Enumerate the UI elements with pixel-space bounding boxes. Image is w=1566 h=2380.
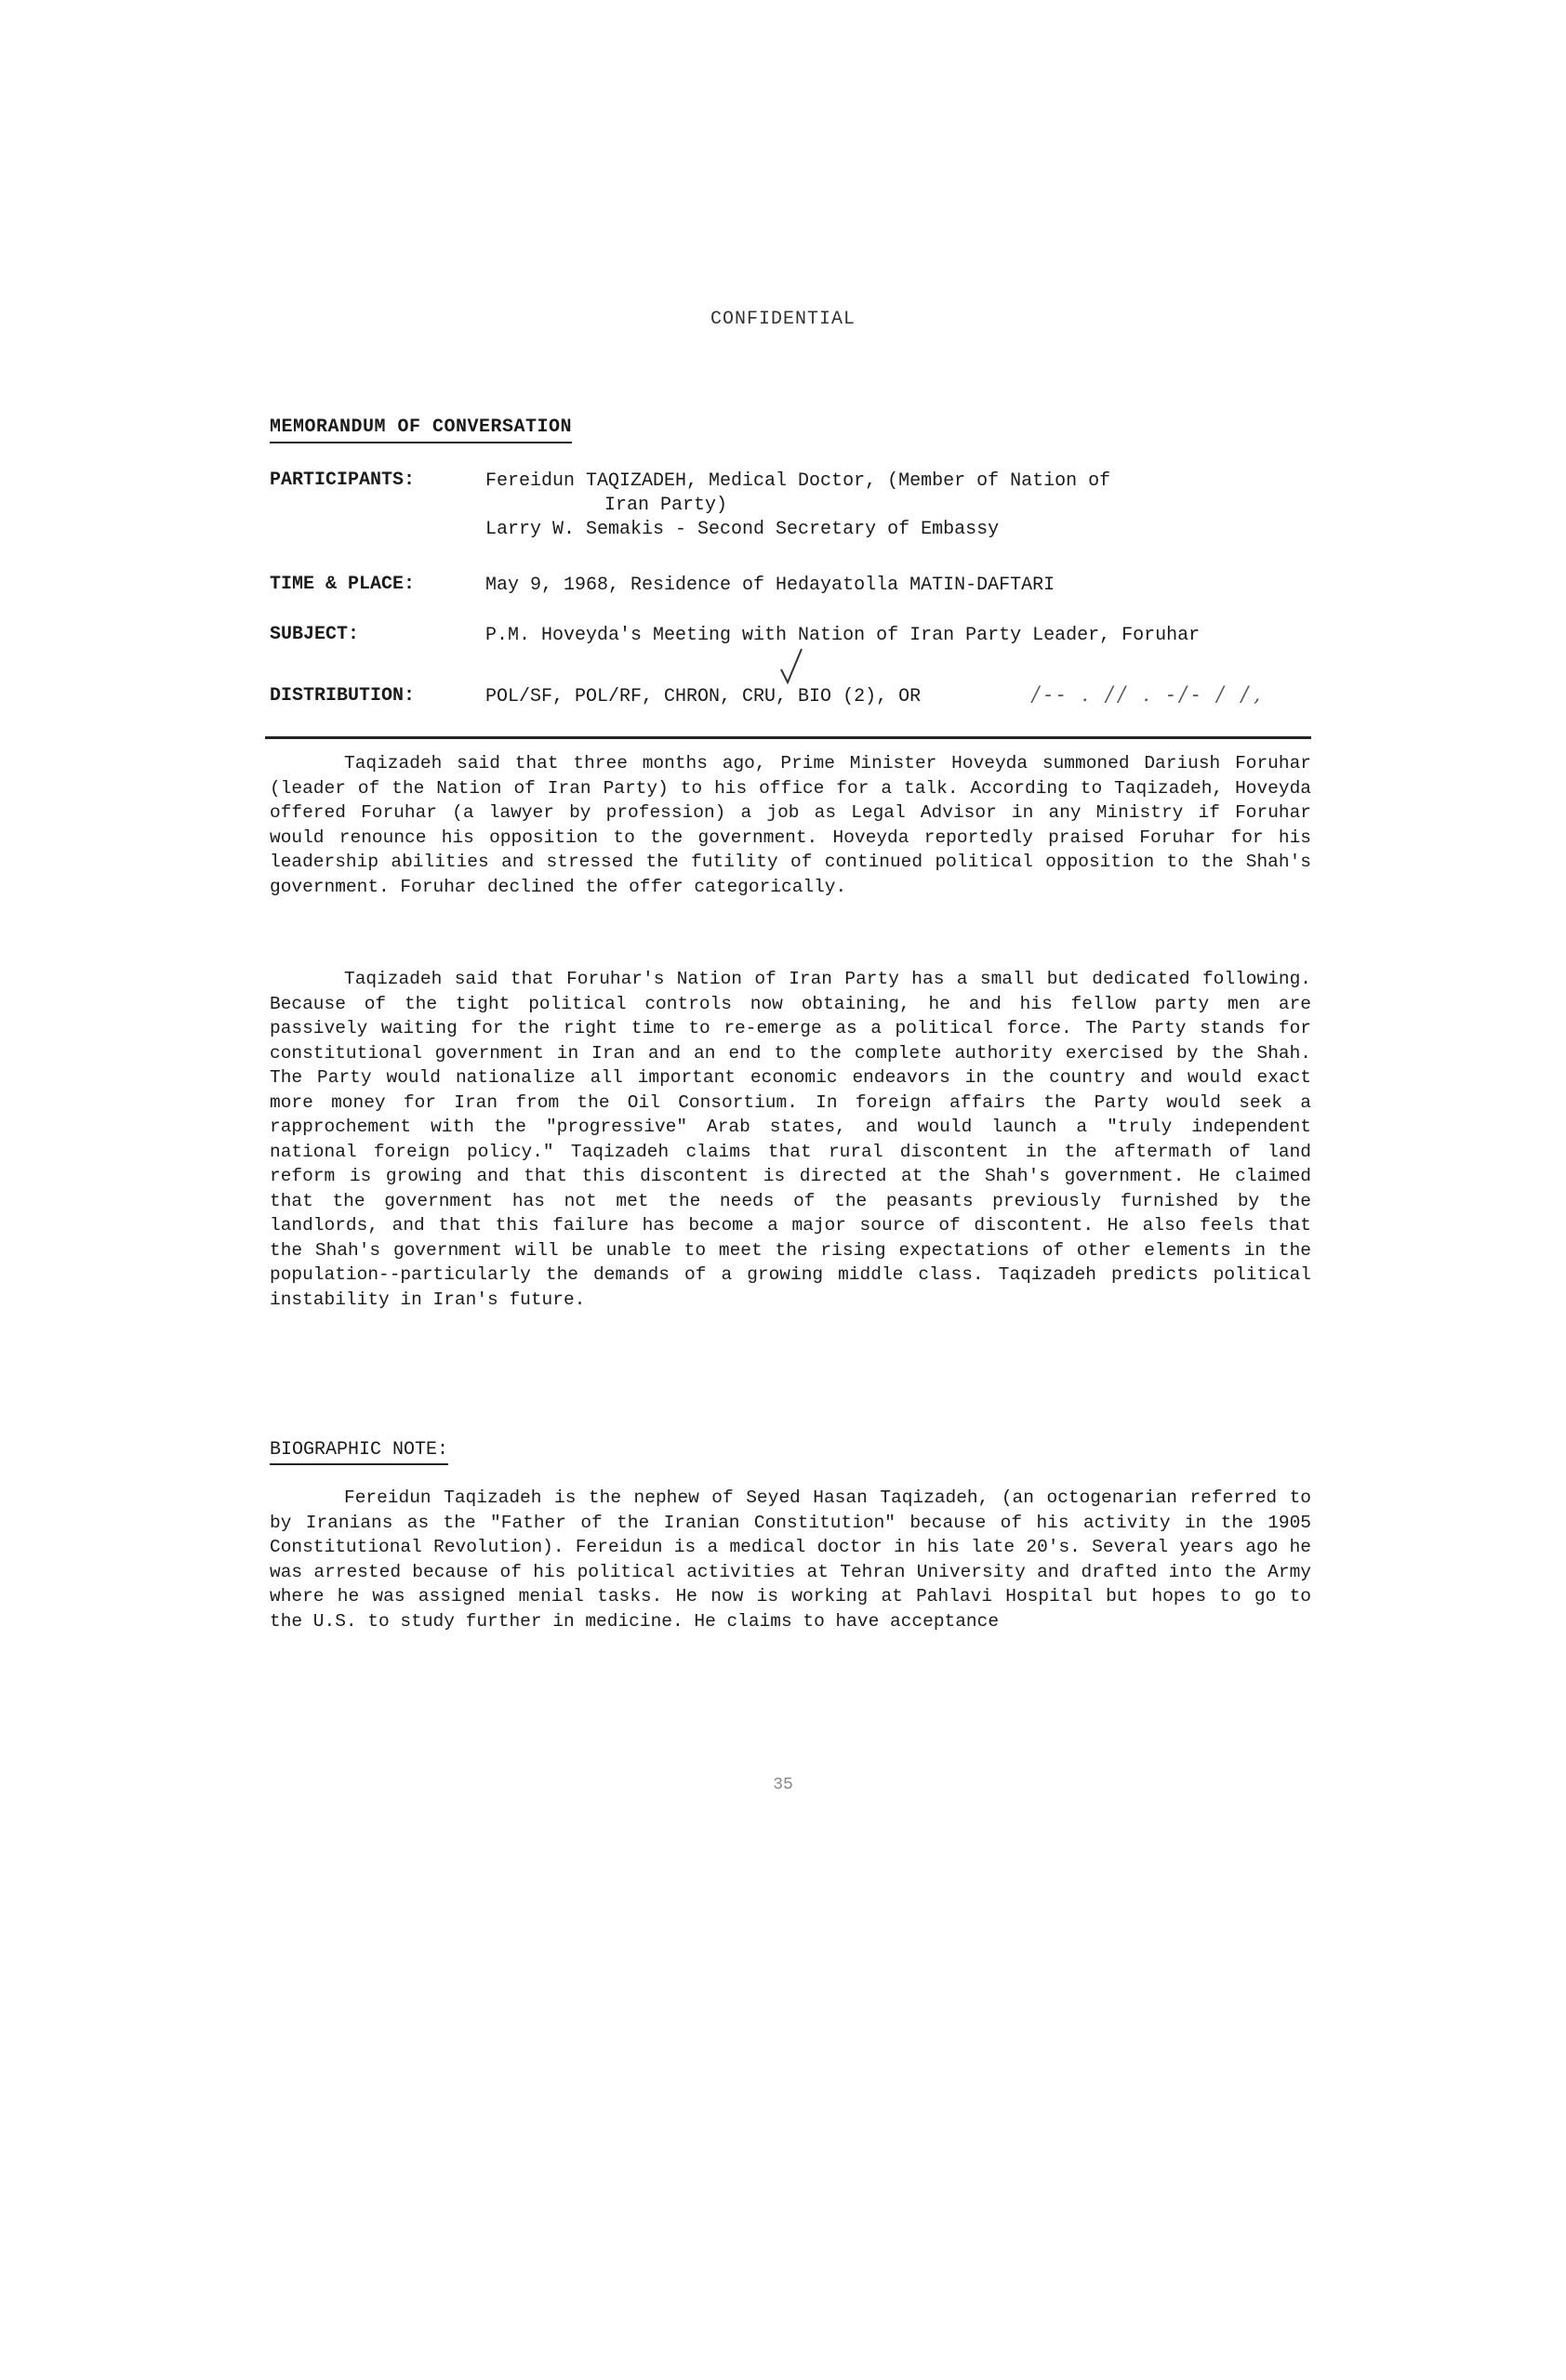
- time-place-label: TIME & PLACE:: [270, 574, 416, 595]
- participants-label: PARTICIPANTS:: [270, 469, 416, 491]
- participants-line-2: Iran Party): [604, 495, 728, 516]
- distribution-value: POL/SF, POL/RF, CHRON, CRU, BIO (2), OR: [485, 686, 922, 707]
- paragraph-hoveyda-offer: Taqizadeh said that three months ago, Prime Minister Hoveyda summoned Dariush Foruhar (leader of the Nation of Iran Party) to his office for a talk. According to Taqizadeh, Hoveyda offered Foruhar (a lawyer by profession) a job as Legal Advisor in any Ministry if Foruhar would renounce his opposition to the government. Hoveyda reportedly praised Foruhar for his leadership abilities and stressed the futility of continued political opposition to the Shah's government. Foruhar declined the offer categorically.: [270, 753, 1311, 897]
- participants-value: [485, 469, 1110, 542]
- header-divider: [265, 736, 1311, 739]
- handwritten-check-icon: [779, 647, 803, 684]
- distribution-label: DISTRIBUTION:: [270, 685, 416, 707]
- subject-value: P.M. Hoveyda's Meeting with Nation of Iran Party Leader, Foruhar: [485, 625, 1201, 646]
- paragraph-biographic-note: Fereidun Taqizadeh is the nephew of Seyed Hasan Taqizadeh, (an octogenarian referred to by Iranians as the "Father of the Iranian Constitution" because of his activity in the 1905 Constitutional Revolution). Fereidun is a medical doctor in his late 20's. Several years ago he was arrested because of his political activities at Tehran University and drafted into the Army where he was assigned menial tasks. He now is working at Pahlavi Hospital but hopes to go to the U.S. to study further in medicine. He claims to have acceptance: [270, 1488, 1311, 1632]
- handwritten-annotation: /-- . // . -/- / /,: [1032, 683, 1267, 707]
- memo-title: MEMORANDUM OF CONVERSATION: [270, 416, 572, 443]
- page-number: 35: [773, 1776, 793, 1794]
- subject-label: SUBJECT:: [270, 624, 360, 645]
- participants-line-1: Fereidun TAQIZADEH, Medical Doctor, (Member of Nation of: [485, 470, 1111, 492]
- classification-marking: CONFIDENTIAL: [710, 309, 856, 330]
- paragraph-party-platform: Taqizadeh said that Foruhar's Nation of Iran Party has a small but dedicated following. Because of the tight political controls now obtaining, he and his fellow party men are passively waiting for the right time to re-emerge as a political force. The Party stands for constitutional government in Iran and an end to the complete authority exercised by the Shah. The Party would nationalize all important economic endeavors in the country and would exact more money for Iran from the Oil Consortium. In foreign affairs the Party would seek a rapprochement with the "progressive" Arab states, and would launch a "truly independent national foreign policy." Taqizadeh claims that rural discontent in the aftermath of land reform is growing and that this discontent is directed at the Shah's government. He claimed that the government has not met the needs of the peasants previously furnished by the landlords, and that this failure has become a major source of discontent. He also feels that the Shah's government will be unable to meet the rising expectations of other elements in the population--particularly the demands of a growing middle class. Taqizadeh predicts political instability in Iran's future.: [270, 969, 1311, 1310]
- participants-line-3: Larry W. Semakis - Second Secretary of Embassy: [485, 519, 1000, 540]
- biographic-note-heading: BIOGRAPHIC NOTE:: [270, 1439, 448, 1465]
- time-place-value: May 9, 1968, Residence of Hedayatolla MATIN-DAFTARI: [485, 575, 1055, 596]
